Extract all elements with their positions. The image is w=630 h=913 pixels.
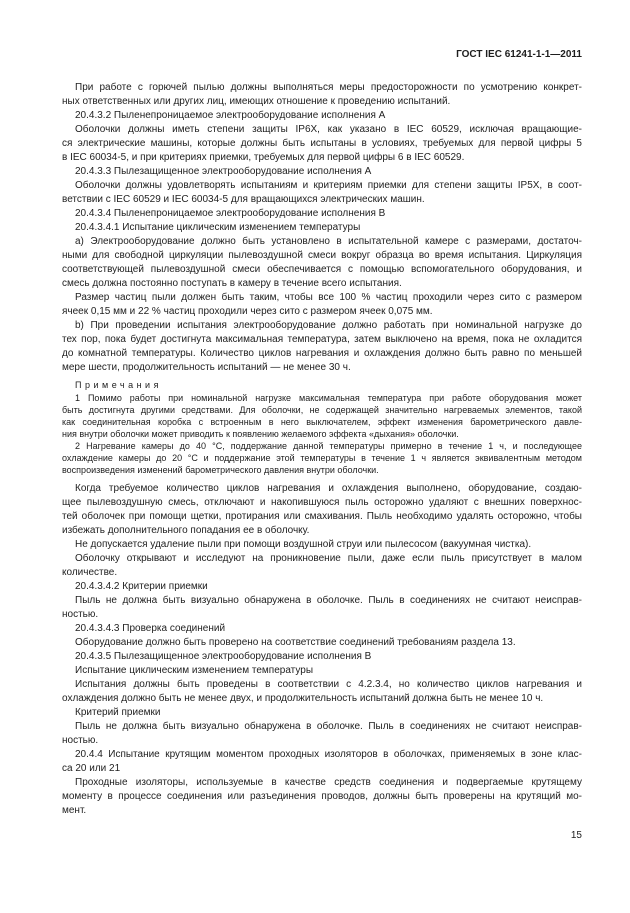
paragraph-line: Пыль не должна быть визуально обнаружена в оболочке. Пыль в соединениях не считают неисправ- bbox=[75, 595, 582, 606]
standard-code-header: ГОСТ IEC 61241-1-1—2011 bbox=[456, 49, 582, 60]
paragraph-line: ся электрические машины, которые должны быть испытаны в условиях, требуемых для первой цифры 5 bbox=[62, 138, 582, 149]
notes-block bbox=[62, 378, 582, 476]
list-item-line: ными для свободной циркуляции пылевоздушной смеси вокруг образца во время испытания. Циркуляция bbox=[62, 250, 582, 261]
note-line: как соединительная коробка с встроенным в него выключателем, эффект изменения барометрического давле- bbox=[62, 417, 582, 427]
paragraph-line: ячеек 0,15 мм и 22 % частиц проходили через сито с размером ячеек 0,075 мм. bbox=[62, 306, 433, 317]
note-line: охлаждение камеры до 20 °С и поддержание этой температуры в течение 1 ч является эквивалентным методом bbox=[62, 453, 582, 463]
clause-heading: 20.4.4 Испытание крутящим моментом проходных изоляторов в оболочках, применяемых в зоне клас- bbox=[75, 749, 582, 760]
paragraph-line: моменту в процессе соединения или разъединения проводов, должны быть проверены на крутящий мо- bbox=[62, 791, 582, 802]
clause-heading: 20.4.3.2 Пыленепроницаемое электрооборудование исполнения А bbox=[75, 110, 386, 121]
paragraph-line: ностью. bbox=[62, 735, 99, 746]
paragraph-line: Испытания должны быть проведены в соответствии с 4.2.3.4, но количество циклов нагревания и bbox=[75, 679, 582, 690]
note-line: 2 Нагревание камеры до 40 °С, поддержание данной температуры примерно в течение 1 ч, и последующее bbox=[75, 441, 582, 451]
notes-label: Примечания bbox=[75, 380, 162, 390]
clause-heading: 20.4.3.3 Пылезащищенное электрооборудование исполнения А bbox=[75, 166, 372, 177]
list-item-line: b) При проведении испытания электрооборудование должно работать при номинальной нагрузке до bbox=[75, 320, 582, 331]
paragraph-line: избежать дополнительного попадания ее в оболочку. bbox=[62, 525, 310, 536]
paragraph-line: тей оболочек при помощи щетки, протирания или смахивания. Пыль необходимо удалять осторожно, чтобы bbox=[62, 511, 582, 522]
paragraph-line: ностью. bbox=[62, 609, 99, 620]
paragraph-line: Не допускается удаление пыли при помощи воздушной струи или пылесосом (вакуумная чистка). bbox=[75, 539, 532, 550]
paragraph-line: Когда требуемое количество циклов нагревания и охлаждения выполнено, оборудование, создаю- bbox=[75, 483, 582, 494]
subclause-heading: Критерий приемки bbox=[75, 707, 161, 718]
paragraph-line: Оболочки должны удовлетворять испытаниям и критериям приемки для степени защиты IP5X, в соот- bbox=[75, 180, 582, 191]
clause-heading: са 20 или 21 bbox=[62, 763, 121, 774]
list-item-line: соответствующей пылевоздушной смеси обеспечивается с помощью вспомогательного оборудования, и bbox=[62, 264, 582, 275]
note-line: быть достигнута другими средствами. Для оболочки, не содержащей значительно нагреваемых элементов, такой bbox=[62, 405, 582, 415]
paragraph-line: Оборудование должно быть проверено на соответствие соединений требованиям раздела 13. bbox=[75, 637, 516, 648]
list-item-line: a) Электрооборудование должно быть установлено в испытательной камере с размерами, достаточ- bbox=[75, 236, 582, 247]
note-line: воспроизведения изменений барометрического давления внутри оболочки. bbox=[62, 465, 379, 475]
paragraph-line: в IEC 60034-5, и при критериях приемки, требуемых для первой цифры 6 в IEC 60529. bbox=[62, 152, 465, 163]
paragraph-line: Пыль не должна быть визуально обнаружена в оболочке. Пыль в соединениях не считают неисправ- bbox=[75, 721, 582, 732]
page-body bbox=[62, 81, 582, 818]
list-item-line: мере шести, продолжительность испытаний — не менее 30 ч. bbox=[62, 362, 351, 373]
note-line: 1 Помимо работы при номинальной нагрузке максимальная температура при работе оборудования может bbox=[75, 393, 582, 403]
paragraph-line: мент. bbox=[62, 805, 87, 816]
paragraph-line: Оболочки должны иметь степени защиты IP6X, как указано в IEC 60529, исключая вращающие- bbox=[75, 124, 582, 135]
continued-text bbox=[62, 482, 582, 818]
list-item-line: тех пор, пока будет достигнута максимальная температура, затем выключено на время, пока не охладится bbox=[62, 334, 582, 345]
subclause-heading: Испытание циклическим изменением температуры bbox=[75, 665, 314, 676]
clause-heading: 20.4.3.4.1 Испытание циклическим изменением температуры bbox=[75, 222, 361, 233]
paragraph-line: ветствии с IEC 60529 и IEC 60034-5 для вращающихся электрических машин. bbox=[62, 194, 425, 205]
paragraph-line: щее пылевоздушную смесь, отключают и накопившуюся пыль осторожно удаляют с внешних поверхнос- bbox=[62, 497, 582, 508]
clause-heading: 20.4.3.4.3 Проверка соединений bbox=[75, 623, 226, 634]
list-item-line: смесь должна постоянно поступать в камеру в течение всего испытания. bbox=[62, 278, 402, 289]
paragraph-line: Размер частиц пыли должен быть таким, чтобы все 100 % частиц проходили через сито с размером bbox=[75, 292, 582, 303]
paragraph-line: количестве. bbox=[62, 567, 118, 578]
paragraph-line: При работе с горючей пылью должны выполняться меры предосторожности по усмотрению конкрет- bbox=[75, 82, 582, 93]
clause-heading: 20.4.3.4.2 Критерии приемки bbox=[75, 581, 208, 592]
note-line: ния внутри оболочки может приводить к появлению желаемого эффекта «дыхания» оболочки. bbox=[62, 429, 459, 439]
paragraph-line: ных ответственных или других лиц, имеющих отношение к проведению испытаний. bbox=[62, 96, 451, 107]
paragraph-line: Проходные изоляторы, используемые в качестве средств соединения и подвергаемые крутящему bbox=[75, 777, 582, 788]
clause-heading: 20.4.3.5 Пылезащищенное электрооборудование исполнения В bbox=[75, 651, 372, 662]
paragraph-line: охлаждения должно быть не менее двух, и продолжительность испытаний должна быть не менее 10 ч. bbox=[62, 693, 544, 704]
page-number: 15 bbox=[570, 830, 582, 841]
clause-heading: 20.4.3.4 Пыленепроницаемое электрооборудование исполнения В bbox=[75, 208, 386, 219]
paragraph-line: Оболочку открывают и исследуют на проникновение пыли, даже если пыль присутствует в малом bbox=[75, 553, 582, 564]
list-item-line: до комнатной температуры. Количество циклов нагревания и охлаждения должно быть равно по меньшей bbox=[62, 348, 582, 359]
